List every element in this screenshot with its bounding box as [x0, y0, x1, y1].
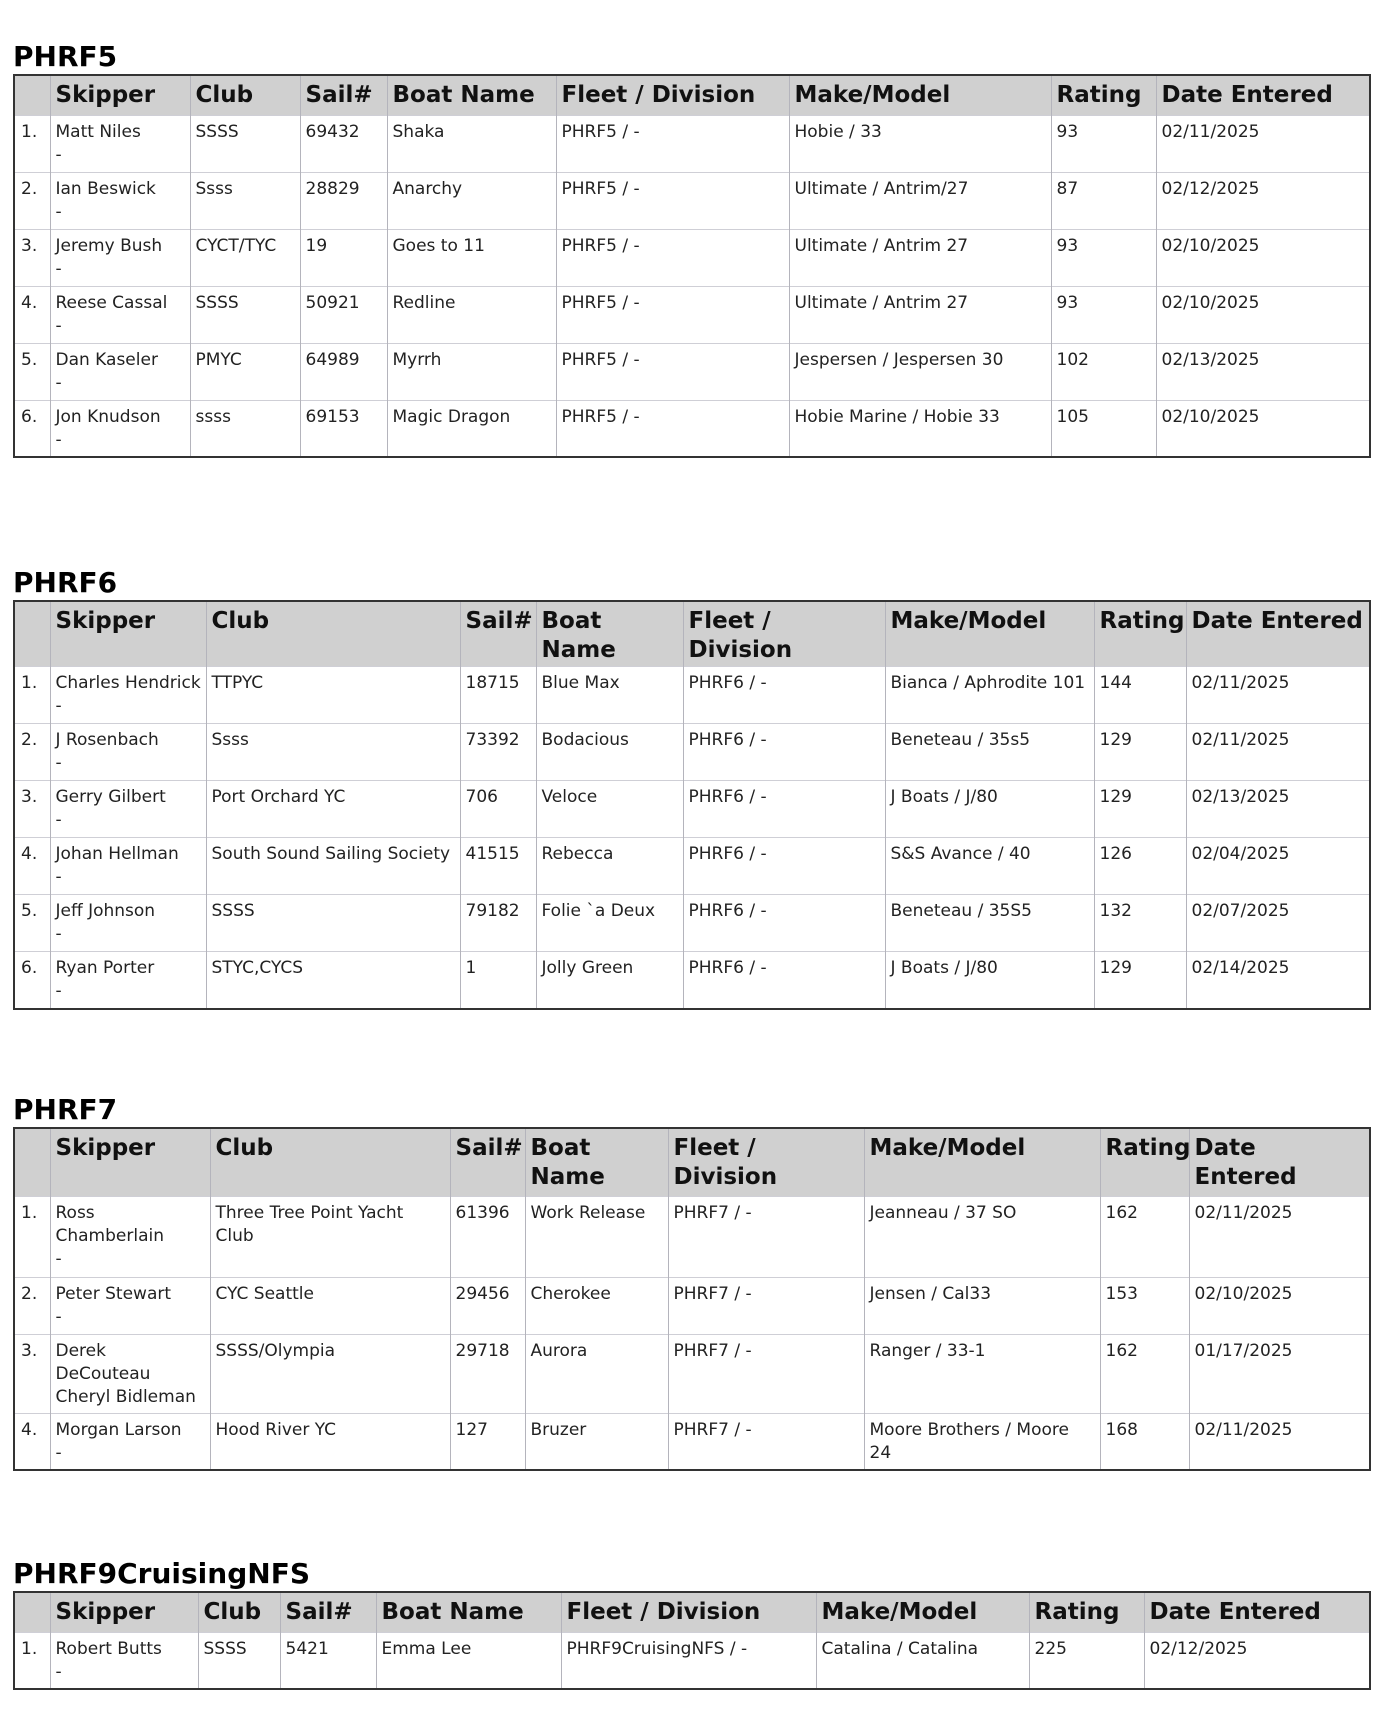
row-number: 1. [14, 667, 50, 724]
date-cell: 02/07/2025 [1186, 895, 1370, 952]
col-fleet-header[interactable]: Fleet / Division [683, 601, 885, 667]
date-cell: 02/13/2025 [1156, 343, 1370, 400]
section-title: PHRF7 [13, 1093, 118, 1126]
row-number: 6. [14, 400, 50, 457]
col-date-header[interactable]: Date Entered [1186, 601, 1370, 667]
col-sail-header[interactable]: Sail# [280, 1592, 376, 1632]
table-header-row [14, 75, 1370, 115]
make-cell: J Boats / J/80 [885, 952, 1094, 1009]
entries-table [13, 1127, 1371, 1471]
skipper-name: Matt Niles [55, 121, 141, 142]
club-cell: SSSS [190, 115, 300, 172]
table-row [14, 286, 1370, 343]
skipper-cell [50, 952, 206, 1009]
fleet-cell: PHRF5 / - [556, 229, 789, 286]
make-cell: Hobie / 33 [789, 115, 1051, 172]
section-phrf7 [13, 1093, 1369, 1471]
skipper-name: Morgan Larson [55, 1419, 182, 1440]
crew-name: - [55, 315, 62, 336]
col-sail-header[interactable]: Sail# [300, 75, 387, 115]
sail-cell: 69432 [300, 115, 387, 172]
boat-cell: Magic Dragon [387, 400, 556, 457]
sail-cell: 5421 [280, 1632, 376, 1689]
boat-cell: Rebecca [536, 838, 683, 895]
make-cell: Beneteau / 35S5 [885, 895, 1094, 952]
skipper-cell [50, 343, 190, 400]
club-cell: Ssss [190, 172, 300, 229]
col-skipper-header[interactable]: Skipper [50, 601, 206, 667]
sail-cell: 61396 [450, 1196, 525, 1277]
row-number: 4. [14, 838, 50, 895]
skipper-cell [50, 229, 190, 286]
col-make-header[interactable]: Make/Model [816, 1592, 1029, 1632]
table-row [14, 667, 1370, 724]
crew-name: - [55, 1248, 62, 1269]
rating-cell: 168 [1100, 1413, 1189, 1470]
col-make-header[interactable]: Make/Model [885, 601, 1094, 667]
boat-cell: Jolly Green [536, 952, 683, 1009]
make-cell: Ranger / 33-1 [864, 1334, 1100, 1413]
sail-cell: 29456 [450, 1277, 525, 1334]
sail-cell: 79182 [460, 895, 536, 952]
rating-cell: 93 [1051, 229, 1156, 286]
col-club-header[interactable]: Club [198, 1592, 280, 1632]
date-cell: 02/10/2025 [1156, 229, 1370, 286]
date-cell: 02/12/2025 [1144, 1632, 1370, 1689]
rating-cell: 129 [1094, 724, 1186, 781]
date-cell: 02/04/2025 [1186, 838, 1370, 895]
club-cell: TTPYC [206, 667, 460, 724]
row-number: 1. [14, 115, 50, 172]
skipper-name: Charles Hendrick [55, 673, 201, 693]
boat-cell: Veloce [536, 781, 683, 838]
skipper-cell [50, 1334, 210, 1413]
col-make-header[interactable]: Make/Model [864, 1128, 1100, 1196]
col-boat-header[interactable]: Boat Name [525, 1128, 668, 1196]
club-cell: SSSS [190, 286, 300, 343]
table-header-row [14, 601, 1370, 667]
rating-cell: 225 [1029, 1632, 1144, 1689]
row-number: 4. [14, 286, 50, 343]
rating-cell: 105 [1051, 400, 1156, 457]
col-date-header[interactable]: Date Entered [1156, 75, 1370, 115]
sail-cell: 73392 [460, 724, 536, 781]
table-row [14, 1196, 1370, 1277]
crew-name: - [55, 810, 62, 830]
skipper-cell [50, 400, 190, 457]
table-header-row [14, 1128, 1370, 1196]
table-header-row [14, 1592, 1370, 1632]
fleet-cell: PHRF5 / - [556, 400, 789, 457]
col-make-header[interactable]: Make/Model [789, 75, 1051, 115]
row-number: 4. [14, 1413, 50, 1470]
row-number: 5. [14, 343, 50, 400]
col-number-header [14, 1592, 50, 1632]
make-cell: Ultimate / Antrim/27 [789, 172, 1051, 229]
fleet-cell: PHRF5 / - [556, 172, 789, 229]
make-cell: Catalina / Catalina [816, 1632, 1029, 1689]
table-row [14, 838, 1370, 895]
date-cell: 02/11/2025 [1186, 667, 1370, 724]
col-club-header[interactable]: Club [206, 601, 460, 667]
skipper-name: Jeremy Bush [55, 235, 163, 256]
skipper-cell [50, 286, 190, 343]
crew-name: - [55, 258, 62, 279]
table-row [14, 400, 1370, 457]
make-cell: Ultimate / Antrim 27 [789, 229, 1051, 286]
col-boat-header[interactable]: Boat Name [536, 601, 683, 667]
club-cell: STYC,CYCS [206, 952, 460, 1009]
col-fleet-header[interactable]: Fleet / Division [556, 75, 789, 115]
skipper-name: Ross Chamberlain [55, 1202, 164, 1246]
boat-cell: Redline [387, 286, 556, 343]
skipper-cell [50, 667, 206, 724]
make-cell: Ultimate / Antrim 27 [789, 286, 1051, 343]
club-cell: Three Tree Point Yacht Club [210, 1196, 450, 1277]
boat-cell: Emma Lee [376, 1632, 561, 1689]
skipper-cell [50, 1277, 210, 1334]
crew-name: Cheryl Bidleman [55, 1386, 196, 1407]
table-row [14, 1413, 1370, 1470]
boat-cell: Goes to 11 [387, 229, 556, 286]
sail-cell: 28829 [300, 172, 387, 229]
row-number: 5. [14, 895, 50, 952]
table-row [14, 1334, 1370, 1413]
col-rating-header[interactable]: Rating [1029, 1592, 1144, 1632]
section-title: PHRF9CruisingNFS [13, 1557, 310, 1590]
col-boat-header[interactable]: Boat Name [376, 1592, 561, 1632]
col-skipper-header[interactable]: Skipper [50, 75, 190, 115]
club-cell: PMYC [190, 343, 300, 400]
rating-cell: 162 [1100, 1334, 1189, 1413]
entries-table [13, 600, 1371, 1010]
crew-name: - [55, 696, 62, 716]
col-fleet-header[interactable]: Fleet / Division [561, 1592, 816, 1632]
date-cell: 02/12/2025 [1156, 172, 1370, 229]
table-row [14, 952, 1370, 1009]
sail-cell: 50921 [300, 286, 387, 343]
col-sail-header[interactable]: Sail# [450, 1128, 525, 1196]
section-phrf9cruisingnfs [13, 1557, 1369, 1690]
rating-cell: 126 [1094, 838, 1186, 895]
skipper-cell [50, 172, 190, 229]
row-number: 3. [14, 781, 50, 838]
skipper-name: Derek DeCouteau [55, 1340, 151, 1384]
crew-name: - [55, 372, 62, 393]
club-cell: South Sound Sailing Society [206, 838, 460, 895]
boat-cell: Myrrh [387, 343, 556, 400]
section-title: PHRF6 [13, 566, 118, 599]
crew-name: - [55, 981, 62, 1001]
skipper-cell [50, 115, 190, 172]
rating-cell: 153 [1100, 1277, 1189, 1334]
boat-cell: Anarchy [387, 172, 556, 229]
skipper-cell [50, 1413, 210, 1470]
table-row [14, 895, 1370, 952]
date-cell: 02/14/2025 [1186, 952, 1370, 1009]
rating-cell: 144 [1094, 667, 1186, 724]
col-boat-header[interactable]: Boat Name [387, 75, 556, 115]
crew-name: - [55, 1306, 62, 1327]
col-date-header[interactable]: Date Entered [1189, 1128, 1370, 1196]
col-sail-header[interactable]: Sail# [460, 601, 536, 667]
boat-cell: Bodacious [536, 724, 683, 781]
rating-cell: 162 [1100, 1196, 1189, 1277]
rating-cell: 93 [1051, 115, 1156, 172]
row-number: 1. [14, 1196, 50, 1277]
sail-cell: 706 [460, 781, 536, 838]
make-cell: Jeanneau / 37 SO [864, 1196, 1100, 1277]
entries-table [13, 1591, 1371, 1690]
date-cell: 02/10/2025 [1189, 1277, 1370, 1334]
sail-cell: 19 [300, 229, 387, 286]
rating-cell: 129 [1094, 952, 1186, 1009]
skipper-name: Reese Cassal [55, 292, 168, 313]
skipper-name: Ian Beswick [55, 178, 156, 199]
crew-name: - [55, 753, 62, 773]
sail-cell: 41515 [460, 838, 536, 895]
fleet-cell: PHRF7 / - [668, 1334, 864, 1413]
make-cell: Beneteau / 35s5 [885, 724, 1094, 781]
club-cell: Hood River YC [210, 1413, 450, 1470]
table-row [14, 172, 1370, 229]
row-number: 2. [14, 172, 50, 229]
crew-name: - [55, 1661, 62, 1682]
date-cell: 02/11/2025 [1189, 1413, 1370, 1470]
boat-cell: Blue Max [536, 667, 683, 724]
date-cell: 02/10/2025 [1156, 286, 1370, 343]
club-cell: SSSS/Olympia [210, 1334, 450, 1413]
boat-cell: Bruzer [525, 1413, 668, 1470]
col-number-header [14, 601, 50, 667]
fleet-cell: PHRF7 / - [668, 1196, 864, 1277]
row-number: 3. [14, 229, 50, 286]
row-number: 6. [14, 952, 50, 1009]
col-club-header[interactable]: Club [210, 1128, 450, 1196]
make-cell: Bianca / Aphrodite 101 [885, 667, 1094, 724]
fleet-cell: PHRF7 / - [668, 1413, 864, 1470]
skipper-cell [50, 838, 206, 895]
skipper-name: Peter Stewart [55, 1283, 172, 1304]
club-cell: Ssss [206, 724, 460, 781]
boat-cell: Shaka [387, 115, 556, 172]
row-number: 1. [14, 1632, 50, 1689]
date-cell: 02/11/2025 [1186, 724, 1370, 781]
skipper-cell [50, 724, 206, 781]
rating-cell: 93 [1051, 286, 1156, 343]
date-cell: 01/17/2025 [1189, 1334, 1370, 1413]
boat-cell: Folie `a Deux [536, 895, 683, 952]
col-rating-header[interactable]: Rating [1100, 1128, 1189, 1196]
sail-cell: 69153 [300, 400, 387, 457]
club-cell: SSSS [206, 895, 460, 952]
col-number-header [14, 75, 50, 115]
rating-cell: 129 [1094, 781, 1186, 838]
table-row [14, 1277, 1370, 1334]
table-row [14, 229, 1370, 286]
sail-cell: 1 [460, 952, 536, 1009]
skipper-name: J Rosenbach [55, 730, 159, 750]
table-row [14, 781, 1370, 838]
skipper-name: Jon Knudson [55, 406, 161, 427]
boat-cell: Aurora [525, 1334, 668, 1413]
col-date-header[interactable]: Date Entered [1144, 1592, 1370, 1632]
section-phrf6 [13, 566, 1369, 1010]
entries-table [13, 74, 1371, 458]
club-cell: CYCT/TYC [190, 229, 300, 286]
fleet-cell: PHRF6 / - [683, 895, 885, 952]
crew-name: - [55, 144, 62, 165]
skipper-name: Ryan Porter [55, 958, 155, 978]
fleet-cell: PHRF9CruisingNFS / - [561, 1632, 816, 1689]
sail-cell: 29718 [450, 1334, 525, 1413]
table-row [14, 343, 1370, 400]
club-cell: ssss [190, 400, 300, 457]
rating-cell: 87 [1051, 172, 1156, 229]
club-cell: Port Orchard YC [206, 781, 460, 838]
fleet-cell: PHRF6 / - [683, 952, 885, 1009]
club-cell: CYC Seattle [210, 1277, 450, 1334]
skipper-cell [50, 781, 206, 838]
fleet-cell: PHRF6 / - [683, 667, 885, 724]
skipper-cell [50, 895, 206, 952]
date-cell: 02/10/2025 [1156, 400, 1370, 457]
fleet-cell: PHRF6 / - [683, 781, 885, 838]
make-cell: Jensen / Cal33 [864, 1277, 1100, 1334]
col-number-header [14, 1128, 50, 1196]
col-rating-header[interactable]: Rating [1094, 601, 1186, 667]
sail-cell: 18715 [460, 667, 536, 724]
table-row [14, 115, 1370, 172]
make-cell: J Boats / J/80 [885, 781, 1094, 838]
section-phrf5 [13, 40, 1369, 458]
sail-cell: 64989 [300, 343, 387, 400]
table-row [14, 1632, 1370, 1689]
crew-name: - [55, 867, 62, 887]
skipper-name: Dan Kaseler [55, 349, 158, 370]
fleet-cell: PHRF7 / - [668, 1277, 864, 1334]
crew-name: - [55, 924, 62, 944]
boat-cell: Cherokee [525, 1277, 668, 1334]
sail-cell: 127 [450, 1413, 525, 1470]
row-number: 2. [14, 724, 50, 781]
fleet-cell: PHRF5 / - [556, 343, 789, 400]
section-title: PHRF5 [13, 40, 118, 73]
fleet-cell: PHRF5 / - [556, 286, 789, 343]
skipper-cell [50, 1196, 210, 1277]
table-row [14, 724, 1370, 781]
date-cell: 02/11/2025 [1156, 115, 1370, 172]
fleet-cell: PHRF6 / - [683, 724, 885, 781]
row-number: 3. [14, 1334, 50, 1413]
skipper-name: Robert Butts [55, 1638, 162, 1659]
skipper-name: Gerry Gilbert [55, 787, 166, 807]
make-cell: Jespersen / Jespersen 30 [789, 343, 1051, 400]
skipper-name: Johan Hellman [55, 844, 179, 864]
fleet-cell: PHRF6 / - [683, 838, 885, 895]
date-cell: 02/11/2025 [1189, 1196, 1370, 1277]
col-rating-header[interactable]: Rating [1051, 75, 1156, 115]
make-cell: Moore Brothers / Moore 24 [864, 1413, 1100, 1470]
club-cell: SSSS [198, 1632, 280, 1689]
date-cell: 02/13/2025 [1186, 781, 1370, 838]
crew-name: - [55, 201, 62, 222]
make-cell: S&S Avance / 40 [885, 838, 1094, 895]
col-fleet-header[interactable]: Fleet / Division [668, 1128, 864, 1196]
make-cell: Hobie Marine / Hobie 33 [789, 400, 1051, 457]
col-skipper-header[interactable]: Skipper [50, 1128, 210, 1196]
boat-cell: Work Release [525, 1196, 668, 1277]
crew-name: - [55, 429, 62, 450]
skipper-cell [50, 1632, 198, 1689]
fleet-cell: PHRF5 / - [556, 115, 789, 172]
crew-name: - [55, 1442, 62, 1463]
rating-cell: 102 [1051, 343, 1156, 400]
col-club-header[interactable]: Club [190, 75, 300, 115]
col-skipper-header[interactable]: Skipper [50, 1592, 198, 1632]
skipper-name: Jeff Johnson [55, 901, 156, 921]
row-number: 2. [14, 1277, 50, 1334]
rating-cell: 132 [1094, 895, 1186, 952]
